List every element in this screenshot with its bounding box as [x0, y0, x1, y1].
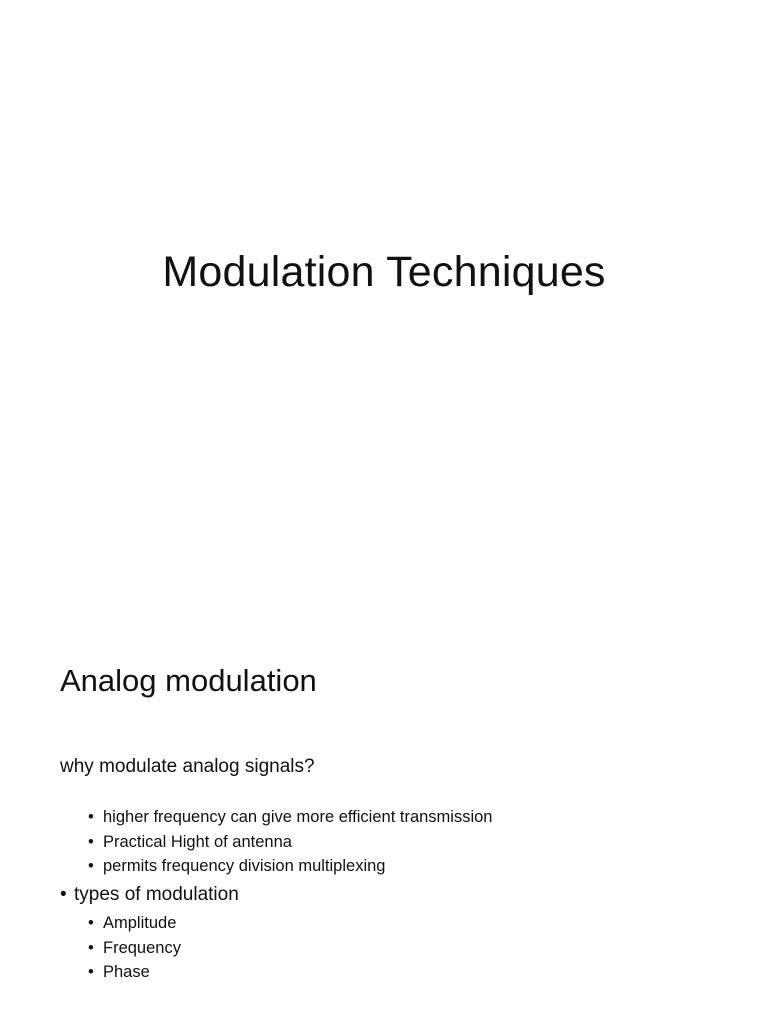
types-heading: • types of modulation — [60, 882, 239, 908]
slide-heading: Analog modulation — [60, 663, 317, 698]
modulation-types-list — [88, 911, 181, 985]
type-item: • Frequency — [88, 936, 181, 961]
presentation-title: Modulation Techniques — [162, 248, 606, 296]
type-item: • Phase — [88, 960, 181, 985]
reason-item: • permits frequency division multiplexing — [88, 854, 492, 879]
question-text: why modulate analog signals? — [60, 756, 315, 777]
reasons-list — [88, 805, 492, 879]
type-item: • Amplitude — [88, 911, 181, 936]
reason-item: • higher frequency can give more efficient transmission — [88, 805, 492, 830]
slide-analog-modulation — [0, 555, 768, 1024]
reason-item: • Practical Hight of antenna — [88, 830, 492, 855]
